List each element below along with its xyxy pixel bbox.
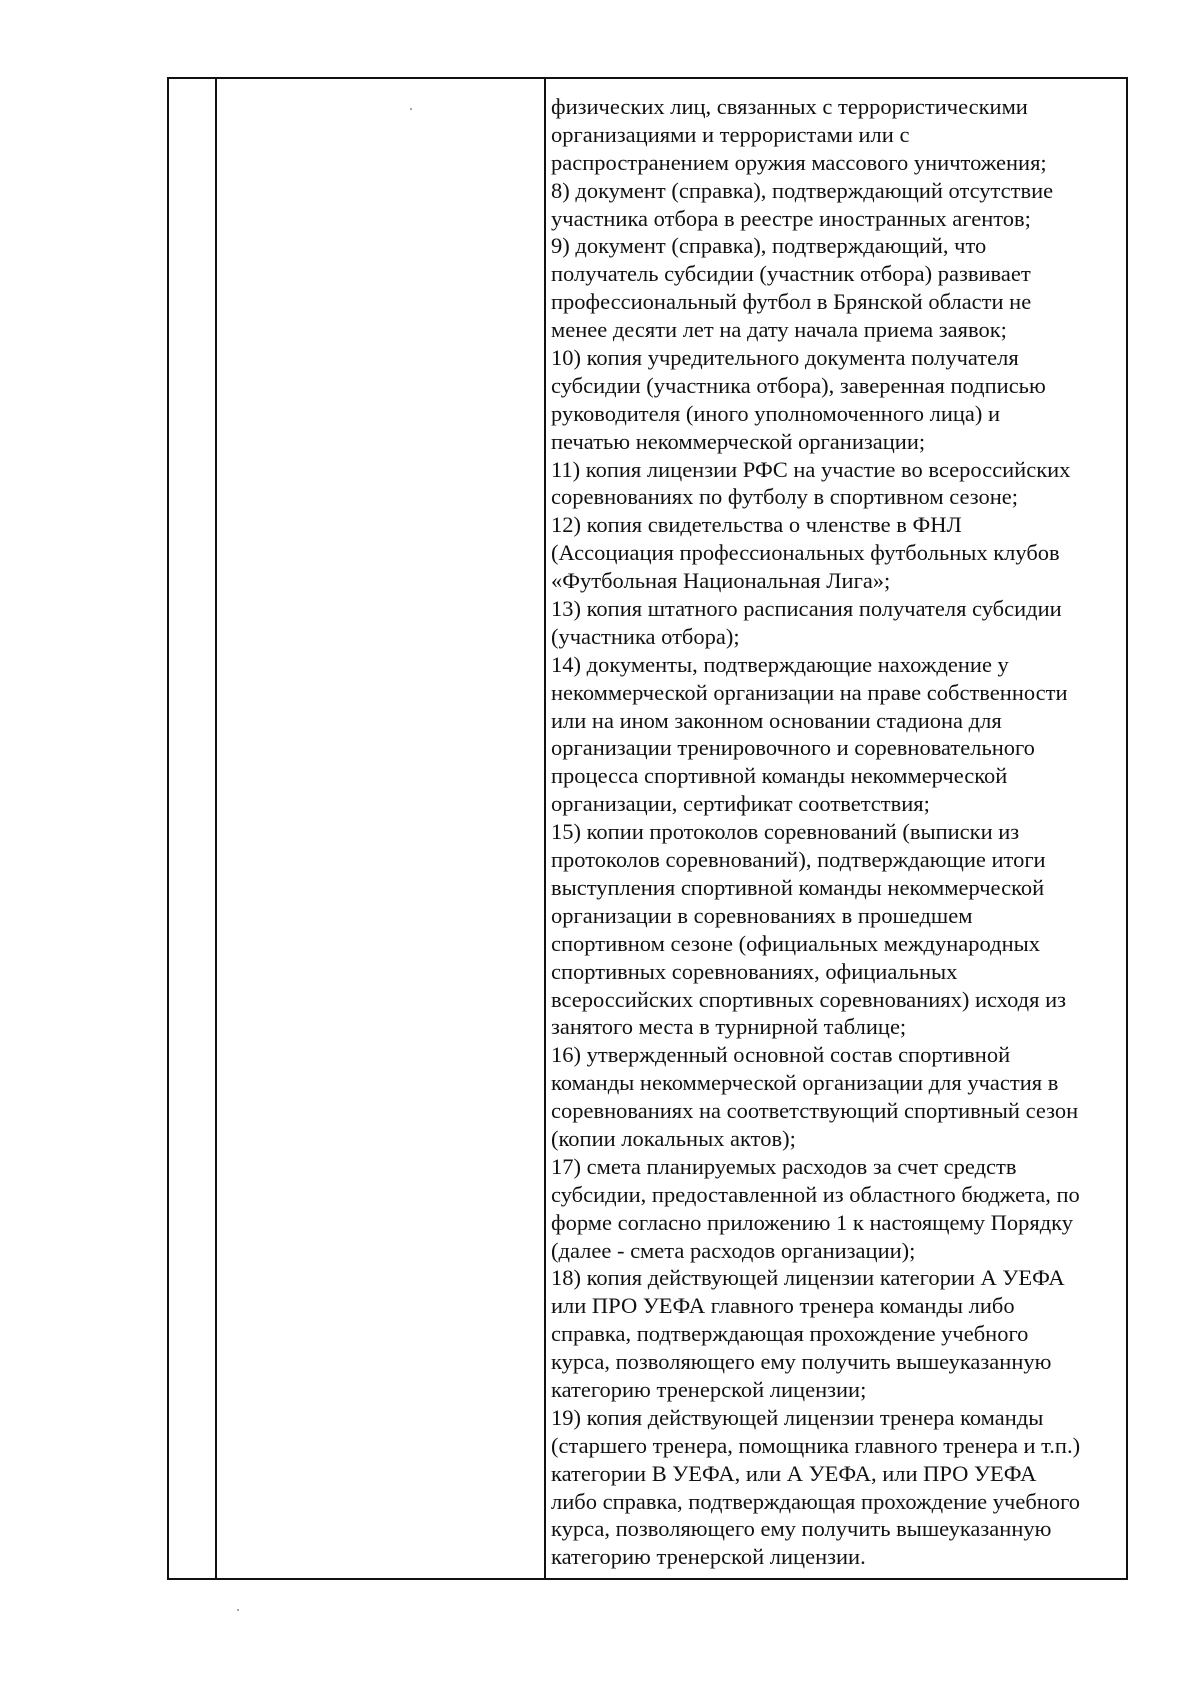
column-divider-1 (215, 79, 217, 1578)
cell-text-line: команды некоммерческой организации для участия в (551, 1070, 1059, 1096)
cell-text-line: 17) смета планируемых расходов за счет средств (551, 1153, 1017, 1179)
cell-text-line: 14) документы, подтверждающие нахождение у (551, 651, 1009, 677)
cell-text-line: организациями и террористами или с (551, 121, 910, 147)
cell-text-line: 13) копия штатного расписания получателя субсидии (551, 596, 1062, 622)
cell-text-line: форме согласно приложению 1 к настоящему Порядку (551, 1209, 1074, 1235)
cell-text-line: (далее - смета расходов организации); (551, 1237, 916, 1263)
cell-text-line: физических лиц, связанных с террористическими (551, 94, 1028, 119)
cell-text-line: (участника отбора); (551, 623, 740, 649)
cell-text-line: 8) документ (справка), подтверждающий отсутствие (551, 177, 1054, 203)
cell-text-line: категории В УЕФА, или А УЕФА, или ПРО УЕФА (551, 1460, 1037, 1486)
cell-text-line: 15) копии протоколов соревнований (выписки из (551, 819, 1020, 845)
cell-text-line: выступления спортивной команды некоммерческой (551, 874, 1045, 900)
cell-text-line: категорию тренерской лицензии; (551, 1376, 867, 1402)
cell-text-line: спортивном сезоне (официальных международных (551, 930, 1040, 956)
cell-text-line: курса, позволяющего ему получить вышеуказанную (551, 1349, 1052, 1375)
cell-text-line: получатель субсидии (участник отбора) развивает (551, 261, 1031, 287)
cell-text-line: субсидии (участника отбора), заверенная подписью (551, 372, 1046, 398)
cell-text-line: менее десяти лет на дату начала приема заявок; (551, 317, 1007, 343)
cell-text-line: или ПРО УЕФА главного тренера команды либо (551, 1293, 1015, 1319)
cell-text-line: 18) копия действующей лицензии категории А УЕФА (551, 1265, 1065, 1291)
cell-text-line: процесса спортивной команды некоммерческой (551, 763, 1008, 789)
cell-text-line: распространением оружия массового уничтожения; (551, 149, 1047, 175)
cell-text-line: (Ассоциация профессиональных футбольных клубов (551, 540, 1060, 566)
cell-text-line: 12) копия свидетельства о членстве в ФНЛ (551, 512, 962, 538)
cell-text-line: занятого места в турнирной таблице; (551, 1014, 907, 1040)
table-cell-text (551, 93, 1123, 1571)
cell-text-line: 10) копия учредительного документа получателя (551, 345, 1019, 371)
document-table (167, 77, 1128, 1580)
cell-text-line: (старшего тренера, помощника главного тренера и т.п.) (551, 1432, 1081, 1458)
cell-text-line: «Футбольная Национальная Лига»; (551, 568, 891, 594)
scan-speck (410, 108, 412, 110)
cell-text-line: руководителя (иного уполномоченного лица) и (551, 400, 1001, 426)
cell-text-line: организации в соревнованиях в прошедшем (551, 902, 973, 928)
cell-text-line: 19) копия действующей лицензии тренера команды (551, 1404, 1044, 1430)
cell-text-line: (копии локальных актов); (551, 1125, 796, 1151)
cell-text-line: курса, позволяющего ему получить вышеуказанную (551, 1516, 1052, 1542)
cell-text-line: справка, подтверждающая прохождение учебного (551, 1321, 1029, 1347)
cell-text-line: протоколов соревнований), подтверждающие итоги (551, 847, 1046, 873)
scan-speck (237, 1609, 239, 1611)
cell-text-line: организации, сертификат соответствия; (551, 791, 930, 817)
cell-text-line: организации тренировочного и соревновательного (551, 735, 1035, 761)
cell-text-line: или на ином законном основании стадиона для (551, 707, 1002, 733)
cell-text-line: некоммерческой организации на праве собственности (551, 679, 1068, 705)
cell-text-line: субсидии, предоставленной из областного бюджета, по (551, 1181, 1080, 1207)
cell-text-line: спортивных соревнованиях, официальных (551, 958, 958, 984)
cell-text-line: 16) утвержденный основной состав спортивной (551, 1042, 1011, 1068)
cell-text-line: соревнованиях на соответствующий спортивный сезон (551, 1098, 1079, 1124)
cell-text-line: категорию тренерской лицензии. (551, 1544, 866, 1570)
cell-text-line: 9) документ (справка), подтверждающий, что (551, 233, 987, 259)
cell-text-line: участника отбора в реестре иностранных агентов; (551, 205, 1031, 231)
column-divider-2 (544, 79, 546, 1578)
cell-text-line: соревнованиях по футболу в спортивном сезоне; (551, 484, 1019, 510)
cell-text-line: профессиональный футбол в Брянской области не (551, 289, 1032, 315)
cell-text-line: либо справка, подтверждающая прохождение учебного (551, 1488, 1080, 1514)
cell-text-line: всероссийских спортивных соревнованиях) исходя из (551, 986, 1067, 1012)
cell-text-line: печатью некоммерческой организации; (551, 428, 926, 454)
cell-text-line: 11) копия лицензии РФС на участие во всероссийских (551, 456, 1071, 482)
